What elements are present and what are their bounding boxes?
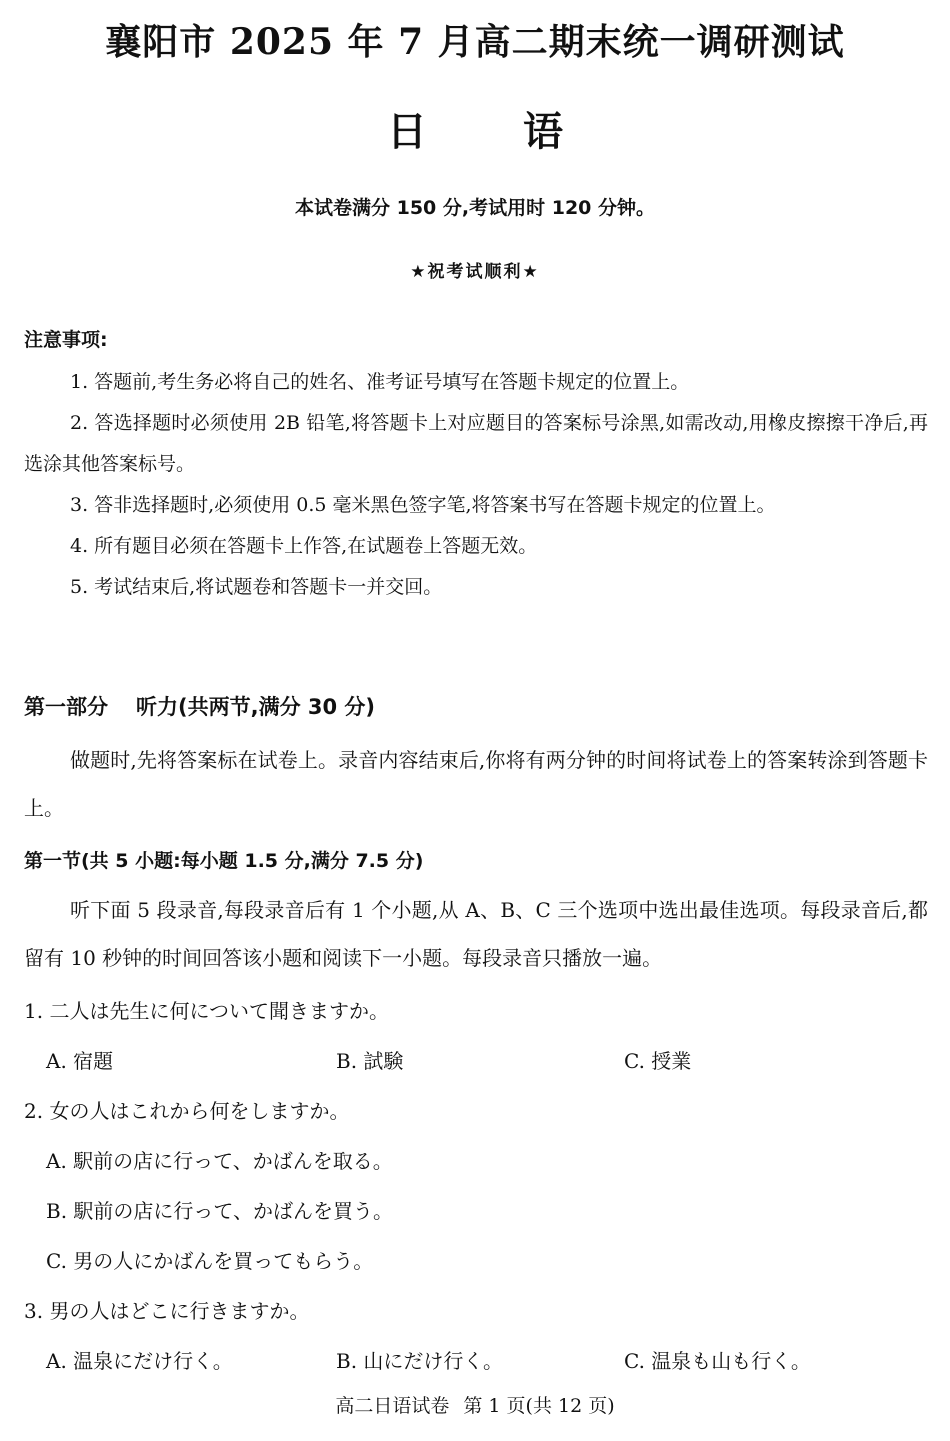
option-a: A. 駅前の店に行って、かばんを取る。 bbox=[46, 1149, 393, 1173]
option-b: B. 駅前の店に行って、かばんを買う。 bbox=[46, 1199, 394, 1223]
exam-title: 襄阳市 2025 年 7 月高二期末统一调研测试 bbox=[105, 21, 845, 63]
part-instruction: 做题时,先将答案标在试卷上。录音内容结束后,你将有两分钟的时间将试卷上的答案转涂到答题卡上。 bbox=[24, 748, 928, 820]
part-heading bbox=[24, 692, 375, 722]
option-a: A. 温泉にだけ行く。 bbox=[46, 1349, 233, 1373]
page-footer bbox=[0, 1392, 950, 1420]
notice-item: 4. 所有题目必须在答题卡上作答,在试题卷上答题无效。 bbox=[70, 535, 538, 557]
notice-item: 5. 考试结束后,将试题卷和答题卡一并交回。 bbox=[70, 576, 443, 598]
section-instruction: 听下面 5 段录音,每段录音后有 1 个小题,从 A、B、C 三个选项中选出最佳选项。每段录音后,都留有 10 秒钟的时间回答该小题和阅读下一小题。每段录音只播放一遍。 bbox=[24, 898, 928, 970]
part-label: 第一部分 bbox=[24, 695, 108, 719]
option-b: B. 山にだけ行く。 bbox=[336, 1349, 504, 1373]
option-b: B. 試験 bbox=[336, 1049, 404, 1073]
exam-meta: 本试卷满分 150 分,考试用时 120 分钟。 bbox=[295, 197, 655, 219]
question-stem: 2. 女の人はこれから何をしますか。 bbox=[24, 1099, 350, 1123]
footer-page-info: 第 1 页(共 12 页) bbox=[463, 1395, 615, 1417]
section-heading: 第一节(共 5 小题:每小题 1.5 分,满分 7.5 分) bbox=[24, 850, 424, 872]
subject-char-2: 语 bbox=[523, 109, 563, 155]
footer-exam-name: 高二日语试卷 bbox=[335, 1395, 450, 1417]
notice-item: 1. 答题前,考生务必将自己的姓名、准考证号填写在答题卡规定的位置上。 bbox=[70, 371, 690, 393]
subject-char-1: 日 bbox=[387, 109, 427, 155]
option-a: A. 宿題 bbox=[46, 1049, 114, 1073]
good-luck-banner: ★祝考试顺利★ bbox=[410, 262, 540, 282]
option-c: C. 男の人にかばんを買ってもらう。 bbox=[46, 1249, 374, 1273]
option-c: C. 授業 bbox=[624, 1049, 692, 1073]
part-title: 听力(共两节,满分 30 分) bbox=[136, 695, 376, 719]
notice-heading: 注意事项: bbox=[24, 329, 108, 351]
notice-item: 2. 答选择题时必须使用 2B 铅笔,将答题卡上对应题目的答案标号涂黑,如需改动,用橡皮擦擦干净后,再选涂其他答案标号。 bbox=[24, 412, 928, 475]
notice-item: 3. 答非选择题时,必须使用 0.5 毫米黑色签字笔,将答案书写在答题卡规定的位置上。 bbox=[70, 494, 776, 516]
question-stem: 1. 二人は先生に何について聞きますか。 bbox=[24, 999, 390, 1023]
option-c: C. 温泉も山も行く。 bbox=[624, 1349, 811, 1373]
notice-list bbox=[24, 362, 928, 608]
question-stem: 3. 男の人はどこに行きますか。 bbox=[24, 1299, 310, 1323]
subject-title bbox=[0, 104, 950, 160]
